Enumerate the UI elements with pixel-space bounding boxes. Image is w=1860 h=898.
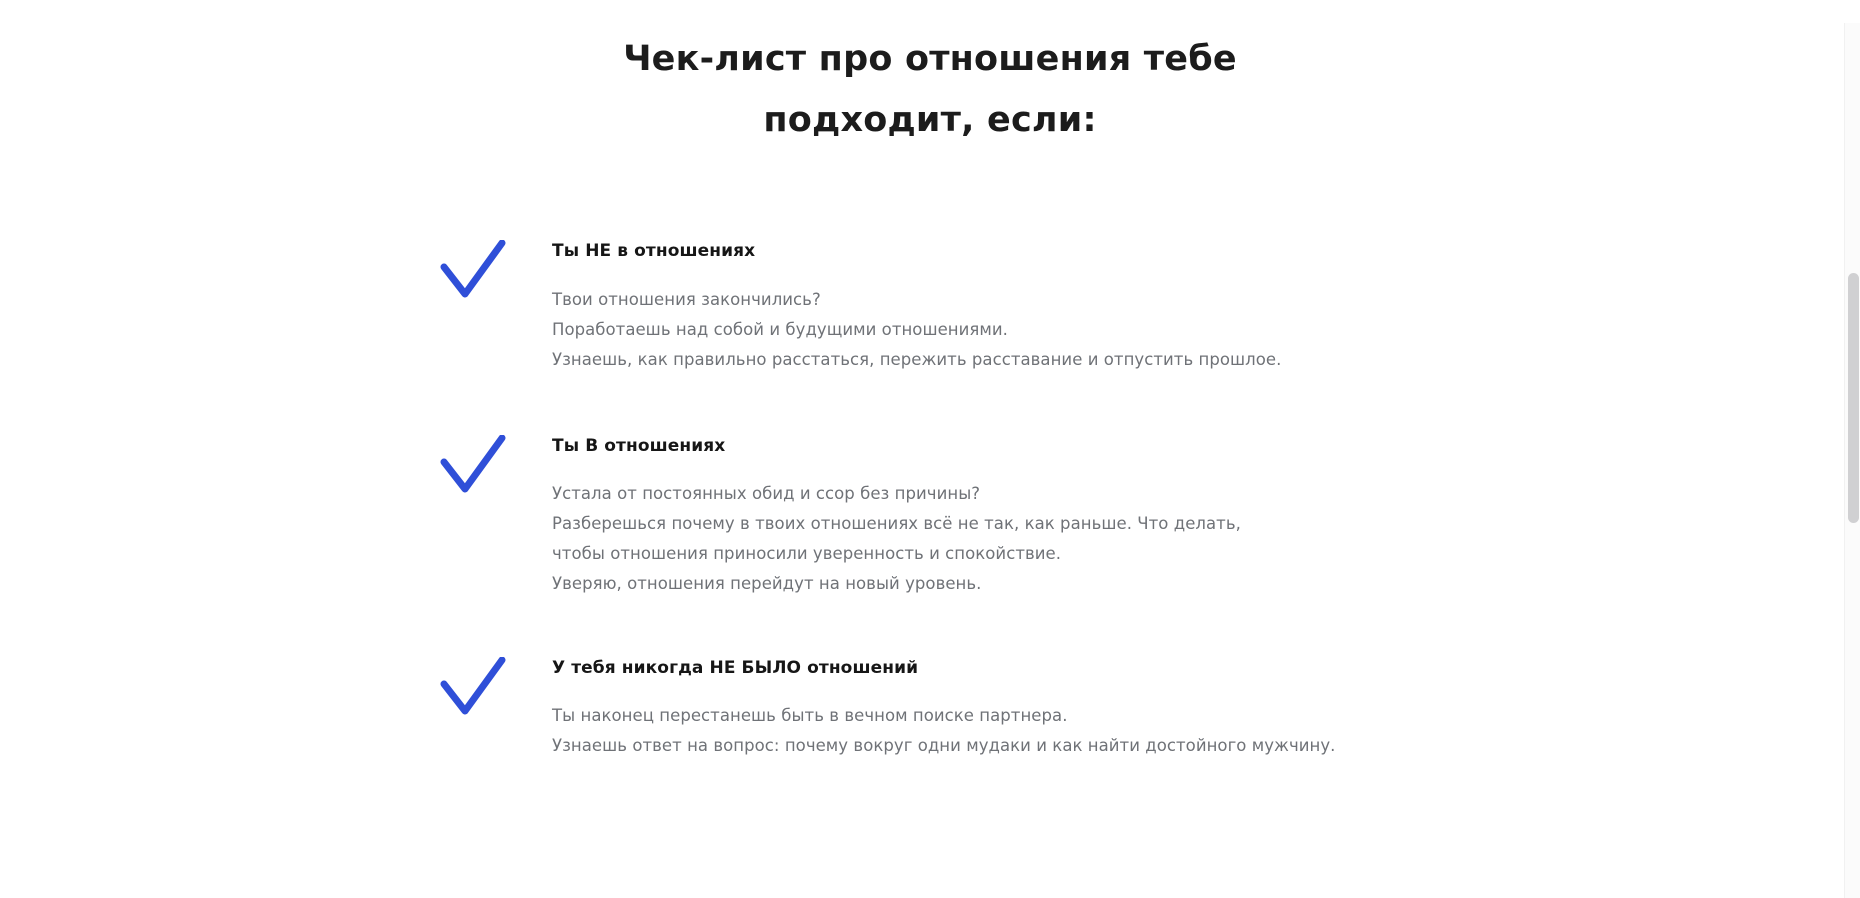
checkmark-icon-wrap (440, 433, 552, 497)
blue-checkmark-icon (440, 240, 506, 302)
blue-checkmark-icon (440, 657, 506, 719)
checkmark-icon-wrap (440, 655, 552, 719)
checklist-item-line: Устала от постоянных обид и ссор без причины? (552, 483, 981, 503)
checklist-item (0, 655, 1860, 761)
checklist-item-line: Уверяю, отношения перейдут на новый уровень. (552, 573, 982, 593)
checklist-item-text (552, 285, 1860, 375)
page-scrollbar[interactable] (1844, 23, 1860, 898)
page-root (0, 23, 1860, 898)
checkmark-icon-wrap (440, 238, 552, 302)
checklist-item-body (552, 655, 1860, 761)
checklist-item-title: У тебя никогда НЕ БЫЛО отношений (552, 657, 919, 678)
checklist-item-text (552, 701, 1860, 761)
checklist-item-line: Ты наконец перестанешь быть в вечном поиске партнера. (552, 705, 1068, 725)
checklist-item-text (552, 479, 1860, 599)
checklist-item-line: Разберешься почему в твоих отношениях всё не так, как раньше. Что делать, (552, 513, 1241, 533)
checklist-item-line: Твои отношения закончились? (552, 289, 821, 309)
checklist-item-line: Узнаешь ответ на вопрос: почему вокруг одни мудаки и как найти достойного мужчину. (552, 735, 1336, 755)
checklist-item (0, 433, 1860, 599)
blue-checkmark-icon (440, 435, 506, 497)
checklist-item-title: Ты НЕ в отношениях (552, 241, 756, 262)
page-title (0, 23, 1860, 149)
page-scrollbar-thumb[interactable] (1848, 273, 1859, 523)
page-title-line-2: подходит, если: (763, 99, 1097, 140)
checklist-item (0, 238, 1860, 374)
checklist-item-body (552, 433, 1860, 599)
checklist-item-line: Поработаешь над собой и будущими отношениями. (552, 319, 1008, 339)
checklist-item-line: Узнаешь, как правильно расстаться, пережить расставание и отпустить прошлое. (552, 349, 1282, 369)
checklist-item-title: Ты В отношениях (552, 435, 726, 456)
checklist (0, 238, 1860, 816)
checklist-item-line: чтобы отношения приносили уверенность и спокойствие. (552, 543, 1062, 563)
checklist-item-body (552, 238, 1860, 374)
page-title-line-1: Чек-лист про отношения тебе (623, 39, 1237, 80)
